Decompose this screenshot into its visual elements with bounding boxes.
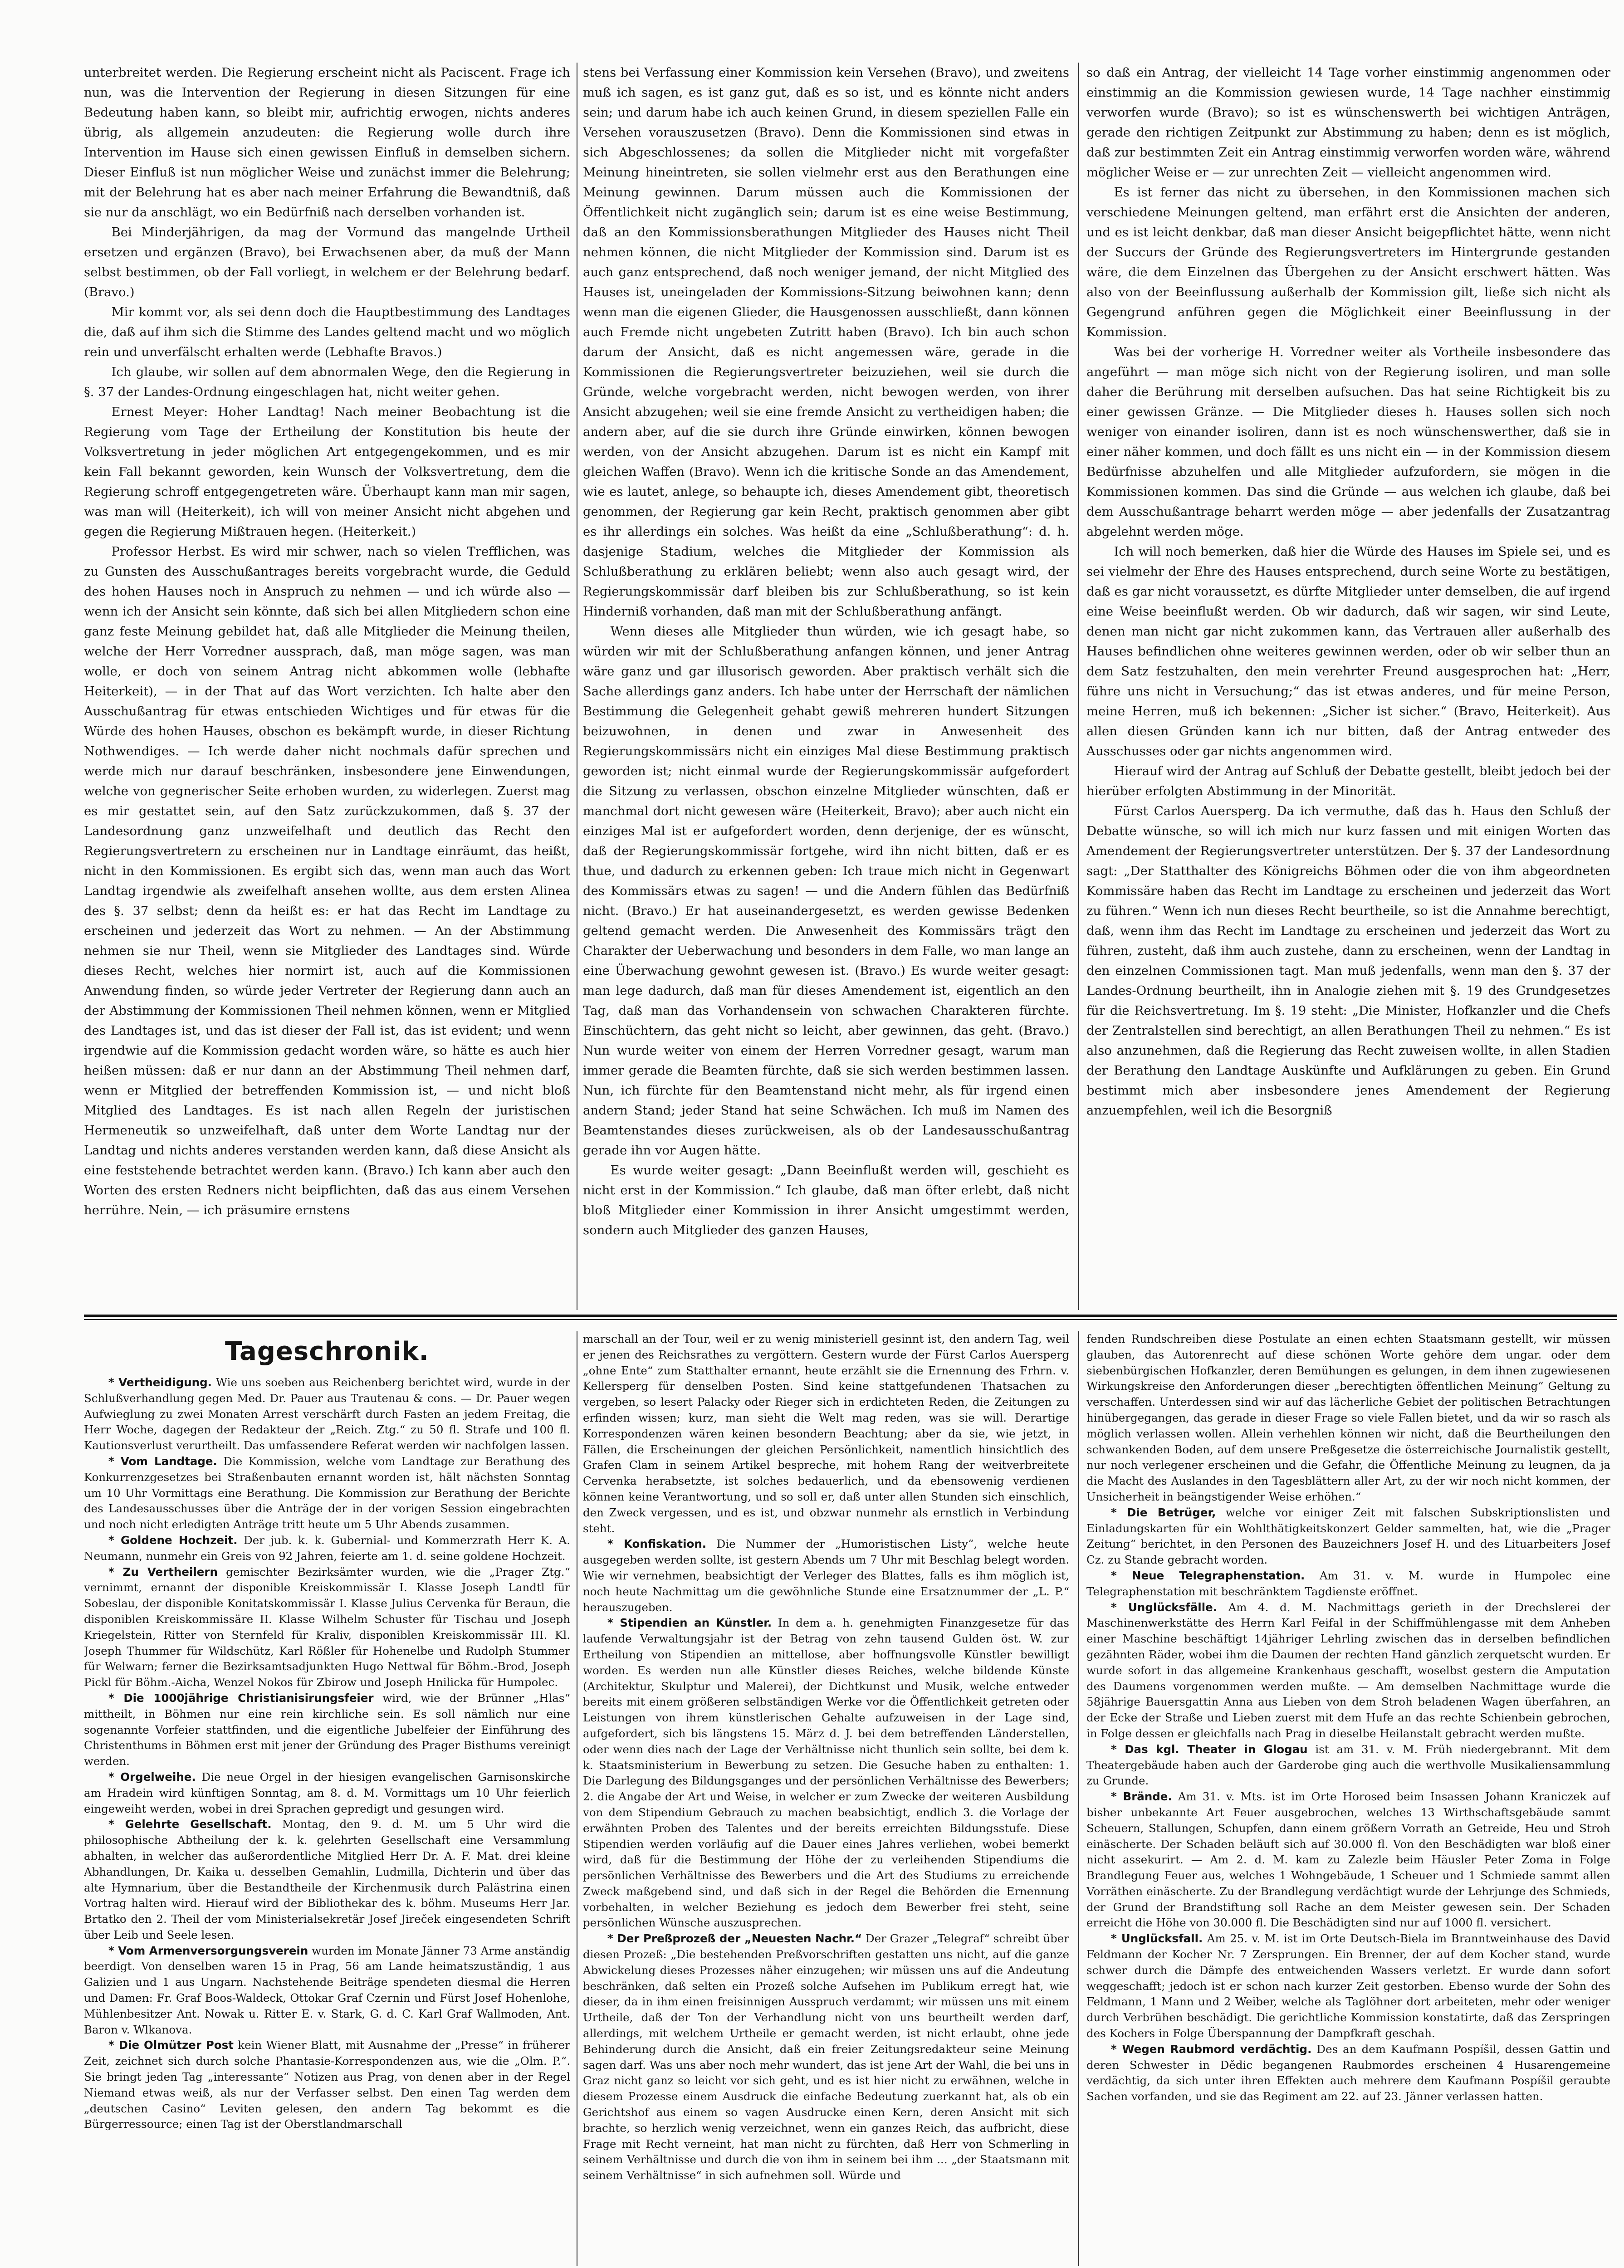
news-item-text: Der Grazer „Telegraf“ schreibt über diesen Prozeß: „Die bestehenden Preßvorschriften gestatten uns nicht, auf die ganze Abwickelung dieses Prozesses näher einzugehen; wir müssen uns auf die Andeutung beschränken, daß selten ein Prozeß solche Aufsehen im Publikum erregt hat, wie dieser, da in ihm einen freisinnigen Ausspruch verdammt; wir müssen uns mit einem Urtheile, daß der Ton der Verhandlung nicht von uns beurtheilt werden darf, allerdings, mit welchem Urtheile er gemacht werden, ist nicht erlaubt, ohne jede Behinderung durch die Ansicht, daß ein freier Zeitungsredakteur seine Meinung sagen darf. Was uns aber noch mehr wundert, das ist jene Art der Wahl, die bei uns in Graz nicht ganz so leicht vor sich geht, und es ist hier nicht zu erwähnen, welche in diesem Prozesse einem Ausdruck die einfache Bedeutung zuerkannt hat, als ob ein Gerichtshof aus einem so vagen Ausdrucke einen Kern, deren Ansicht mit sich brachte, so herzlich wenig verzeichnet, wenn ein ganzes Reich, das aufbricht, diese Frage mit Recht verneint, hat man nicht zu fürchten, daß Herr von Schmerling in seinem Verhältnisse und durch die von ihm in seinem bei ihm ... „der Staatsmann mit seinem Verhältnisse“ in sich aufnehmen soll. Würde und — [583, 1932, 1069, 2182]
report-paragraph: stens bei Verfassung einer Kommission kein Versehen (Bravo), und zweitens muß ich sagen, es ist ganz gut, daß es so ist, und es könnte nicht anders sein; und darum habe ich auch keinen Grund, in diesem speziellen Falle ein Versehen vorauszusetzen (Bravo). Denn die Kommissionen sind etwas in sich Abgeschlossenes; da sollen die Mitglieder nicht mit vorgefaßter Meinung hineintreten, sie sollen vielmehr erst aus den Berathungen eine Meinung gewinnen. Darum müssen auch die Kommissionen der Öffentlichkeit nicht zugänglich sein; darum ist es eine weise Bestimmung, daß an den Kommissionsberathungen Mitglieder des Hauses nicht Theil nehmen können, die nicht Mitglieder der Kommission sind. Darum ist es auch ganz entsprechend, daß noch weniger jemand, der nicht Mitglied des Hauses ist, uneingeladen der Kommissions-Sitzung beiwohnen kann; denn wenn man die eigenen Glieder, die Hausgenossen ausschließt, dann können auch Fremde nicht ungebeten Zutritt haben (Bravo). Ich bin auch schon darum der Ansicht, daß es nicht angemessen wäre, gerade in die Kommissionen die Regierungsvertreter beizuziehen, weil sie durch die Gründe, welche vorgebracht werden, nicht bewogen werden, von ihrer Ansicht abzugehen; weil sie eine fremde Ansicht zu vertheidigen haben; die andern aber, auf die sie durch ihre Gründe einwirken, können bewogen werden, von der Ansicht abzugehen. Darum ist es nicht ein Kampf mit gleichen Waffen (Bravo). Wenn ich die kritische Sonde an das Amendement, wie es lautet, anlege, so behaupte ich, dieses Amendement gibt, theoretisch genommen, der Regierung gar kein Recht, praktisch genommen aber gibt es ihr allerdings ein solches. Was heißt da eine „Schlußberathung“: d. h. dasjenige Stadium, welches die Mitglieder der Kommission als Schlußberathung zu erklären beliebt; wenn also auch gesagt wird, der Regierungskommissär darf bleiben bis zur Schlußberathung, so ist kein Hinderniß vorhanden, daß man mit der Schlußberathung anfängt. — [583, 65, 1069, 619]
section-divider-thin — [84, 1319, 1617, 1320]
news-item — [1086, 1568, 1610, 1600]
news-item — [84, 1533, 570, 1564]
news-item-heading: * Stipendien an Künstler. — [607, 1616, 772, 1630]
news-item-heading: * Die Betrüger, — [1110, 1505, 1216, 1519]
news-item — [583, 1331, 1069, 1536]
news-item-heading: * Vertheidigung. — [108, 1376, 212, 1389]
news-item-text: Wie uns soeben aus Reichenberg berichtet wird, wurde in der Schlußverhandlung gegen Med. Dr. Pauer aus Trautenau & cons. — Dr. Pauer wegen Aufwieglung zu zwei Monaten Arrest verschärft durch Fasten an jedem Freitag, die Herr Woche, dagegen der Redakteur der „Reich. Ztg.“ zu 50 fl. Strafe und 100 fl. Kautionsverlust verurtheilt. Das umfassendere Referat werden wir nachfolgen lassen. — [84, 1376, 570, 1452]
news-item-heading: * Wegen Raubmord verdächtig. — [1110, 2042, 1312, 2056]
news-item-heading: * Vom Armenversorgungsverein — [108, 1944, 308, 1957]
news-item-text: Der jub. k. k. Gubernial- und Kommerzrath Herr K. A. Neumann, nunmehr ein Greis von 92 Jahren, feierte am 1. d. seine goldene Hochzeit. — [84, 1533, 570, 1563]
section-title: Tageschronik. — [225, 1337, 429, 1366]
news-item-text: Am 4. d. M. Nachmittags gerieth in der Drechslerei der Maschinenwerkstätte des Herrn Karl Feifal in der Schiffmühlengasse mit dem Anheben einer Maschine beschäftigt 14jähriger Lehrling zwischen das in derselben befindlichen gezähnten Räder, wobei ihm die Daumen der rechten Hand gänzlich zerquetscht wurden. Er wurde sofort in das allgemeine Krankenhaus geschafft, woselbst gestern die Amputation des Daumens vorgenommen werden mußte. — Am demselben Nachmittage wurde die 58jährige Bauersgattin Anna aus Lieben von dem Stroh beladenen Wagen überfahren, an der Ecke der Straße und Lieben zuerst mit dem Hufe an das rechte Schienbein gebrochen, in Folge dessen er gleichfalls nach Prag in dieselbe Heilanstalt gebracht werden mußte. — [1086, 1600, 1610, 1740]
report-paragraph: unterbreitet werden. Die Regierung erscheint nicht als Paciscent. Frage ich nun, was die Intervention der Regierung in diesen Sitzungen für eine Bedeutung haben kann, so bleibt mir, aufrichtig erwogen, nichts anderes übrig, als allgemein anzudeuten: die Regierung wolle durch ihre Intervention im Hause sich einen gewissen Einfluß in demselben sichern. Dieser Einfluß ist nun möglicher Weise und zunächst immer die Belehrung; mit der Belehrung hat es aber nach meiner Erfahrung die Bewandtniß, daß sie nur da anschlägt, wo ein Bedürfniß nach derselben vorhanden ist. — [84, 65, 570, 220]
news-item-text: Die Nummer der „Humoristischen Listy“, welche heute ausgegeben werden sollte, ist gestern Abends um 7 Uhr mit Beschlag belegt worden. Wie wir vernehmen, beabsichtigt der Verleger des Blattes, falls es ihm möglich ist, noch heute Nachmittag um die gewöhnliche Stunde eine Ersatznummer der „L. P.“ herauszugeben. — [583, 1537, 1069, 1614]
report-paragraph: Professor Herbst. Es wird mir schwer, nach so vielen Trefflichen, was zu Gunsten des Ausschußantrages bereits vorgebracht wurde, die Geduld des hohen Hauses noch in Anspruch zu nehmen — und ich würde also — wenn ich der Ansicht sein könnte, daß sich bei allen Mitgliedern schon eine ganz feste Meinung gebildet hat, daß alle Mitglieder die Meinung theilen, welche der Herr Vorredner aussprach, daß, man möge sagen, was man wolle, er doch von seinem Antrag nicht abkommen wolle (lebhafte Heiterkeit), — in der That auf das Wort verzichten. Ich halte aber den Ausschußantrag für etwas entschieden Wichtiges und für etwas für die Würde des hohen Hauses, obschon es bekämpft wurde, in dieser Richtung Nothwendiges. — Ich werde daher nicht nochmals dafür sprechen und werde mich nur darauf beschränken, insbesondere jene Einwendungen, welche von gegnerischer Seite erhoben wurden, zu widerlegen. Zuerst mag es mir gestattet sein, auf den Satz zurückzukommen, daß §. 37 der Landesordnung ganz unzweifelhaft und deutlich das Recht den Regierungsvertretern zu erscheinen nur in Landtage einräumt, das heißt, nicht in den Kommissionen. Es ergibt sich das, wenn man auch das Wort Landtag irgendwie als zweifelhaft ansehen wollte, aus dem ersten Alinea des §. 37 selbst; denn da heißt es: er hat das Recht im Landtage zu erscheinen und jederzeit das Wort zu nehmen. — An der Abstimmung nehmen sie nur Theil, wenn sie Mitglieder des Landtages sind. Würde dieses Recht, welches hier normirt ist, auch auf die Kommissionen Anwendung finden, so würde jeder Vertreter der Regierung dann auch an der Abstimmung der Kommissionen Theil nehmen können, wenn er Mitglied des Landtages ist, und das ist dieser der Fall ist, das ist evident; und wenn irgendwie auf die Kommission gedacht worden wäre, so hätte es auch hier heißen müssen: daß er nur dann an der Abstimmung Theil nehmen darf, wenn er Mitglied der betreffenden Kommission ist, — und nicht bloß Mitglied des Landtages. Es ist nach allen Regeln der juristischen Hermeneutik so unzweifelhaft, daß unter dem Worte Landtag nur der Landtag und nichts anderes verstanden werden kann, daß diese Ansicht als eine feststehende betrachtet werden kann. (Bravo.) Ich kann aber auch den Worten des ersten Redners nicht beipflichten, daß das aus einem Versehen herrühre. Nein, — ich präsumire ernstens — [84, 544, 570, 1217]
news-item — [1086, 2042, 1610, 2105]
news-item-heading: * Unglücksfall. — [1110, 1932, 1203, 1945]
report-paragraph: Bei Minderjährigen, da mag der Vormund das mangelnde Urtheil ersetzen und ergänzen (Bravo), bei Erwachsenen aber, da muß der Mann selbst bestimmen, ob der Fall vorliegt, in welchem er der Belehrung bedarf. (Bravo.) — [84, 225, 570, 299]
news-item-heading: * Das kgl. Theater in Glogau — [1110, 1742, 1308, 1756]
news-item — [84, 1375, 570, 1454]
news-item — [84, 1454, 570, 1533]
news-item — [84, 1769, 570, 1817]
report-paragraph: Ich glaube, wir sollen auf dem abnormalen Wege, den die Regierung in §. 37 der Landes-Ordnung eingeschlagen hat, nicht weiter gehen. — [84, 365, 570, 399]
chronicle-column-1 — [84, 1331, 570, 2266]
news-item-heading: * Goldene Hochzeit. — [108, 1533, 238, 1547]
news-item — [1086, 1331, 1610, 1505]
news-item-text: ist am 31. v. M. Früh niedergebrannt. Mit dem Theatergebäude haben auch der Garderobe ging auch die werthvolle Musikaliensammlung zu Grunde. — [1086, 1742, 1610, 1788]
daily-chronicle — [84, 1331, 1617, 2266]
news-item-text: Am 31. v. M. wurde in Humpolec eine Telegraphenstation mit beschränktem Tagdienste eröffnet. — [1086, 1569, 1610, 1598]
news-item-heading: * Der Preßprozeß der „Neuesten Nachr.“ — [607, 1932, 862, 1945]
news-item — [1086, 1931, 1610, 2042]
news-item-heading: * Brände. — [1110, 1790, 1172, 1804]
news-item — [583, 1536, 1069, 1615]
report-paragraph: Fürst Carlos Auersperg. Da ich vermuthe, daß das h. Haus den Schluß der Debatte wünsche, so will ich mich nur kurz fassen und mit einigen Worten das Amendement der Regierungsvertreter unterstützen. Der §. 37 der Landesordnung sagt: „Der Statthalter des Königreichs Böhmen oder die von ihm abgeordneten Kommissäre haben das Recht im Landtage zu erscheinen und jederzeit das Wort zu führen.“ Wenn ich nun dieses Recht beurtheile, so ist die Annahme berechtigt, daß, wenn ihm das Recht im Landtage zu erscheinen und jederzeit das Wort zu führen, zusteht, daß ihm auch zustehe, dann zu erscheinen, wenn der Landtag in den einzelnen Commissionen tagt. Man muß jedenfalls, wenn man den §. 37 der Landes-Ordnung beurtheilt, ihn in Analogie ziehen mit §. 19 des Grundgesetzes für die Reichsvertretung. Im §. 19 steht: „Die Minister, Hofkanzler und die Chefs der Zentralstellen sind berechtigt, an allen Berathungen Theil zu nehmen.“ Es ist also anzunehmen, daß die Regierung das Recht zuweisen wollte, in allen Stadien der Berathung den Landtage Auskünfte und Aufklärungen zu geben. Ein Grund bestimmt mich aber insbesondere jenes Amendement der Regierung anzuempfehlen, weil ich die Besorgniß — [1086, 804, 1610, 1118]
news-item — [583, 1931, 1069, 2184]
report-paragraph: Es ist ferner das nicht zu übersehen, in den Kommissionen machen sich verschiedene Meinungen geltend, man erfährt erst die Ansichten der anderen, und es ist leicht denkbar, daß man dieser Ansicht beigepflichtet hätte, wenn nicht der Succurs der Gründe des Regierungsvertreters im Hintergrunde gestanden wäre, die dem Einzelnen das Übergehen zu der Ansicht erschwert hätten. Was also von der Beeinflussung außerhalb der Kommission gilt, ließe sich nicht als Gegengrund anführen gegen die Möglichkeit einer Beeinflussung in der Kommission. — [1086, 185, 1610, 339]
news-item-text: In dem a. h. genehmigten Finanzgesetze für das laufende Verwaltungsjahr ist der Betrag von zehn tausend Gulden öst. W. zur Ertheilung von Stipendien an mittellose, aber hoffnungsvolle Künstler bewilligt worden. Es werden nun alle Künstler dieses Reiches, welche bildende Künste (Architektur, Skulptur und Malerei), der Dichtkunst und Musik, welche entweder bereits mit einem größeren selbständigen Werke vor die Öffentlichkeit getreten oder Leistungen von ihrem künstlerischen Gehalte aufzuweisen in der Lage sind, aufgefordert, sich bis längstens 15. März d. J. bei dem betreffenden Länderstellen, oder wenn dies nach der Lage der Verhältnisse nicht thunlich sein sollte, bei dem k. k. Staatsministerium in Bewerbung zu setzen. Die Gesuche haben zu enthalten: 1. Die Darlegung des Bildungsganges und der persönlichen Verhältnisse des Bewerbers; 2. die Angabe der Art und Weise, in welcher er zum Zwecke der weiteren Ausbildung von dem Stipendium Gebrauch zu machen beabsichtigt, endlich 3. die Vorlage der erwähnten Proben des Talentes und der bereits erreichten Bildungsstufe. Diese Stipendien werden vorläufig auf die Dauer eines Jahres verliehen, wobei bemerkt wird, daß für die Bestimmung der Höhe der zu verleihenden Stipendiums die persönlichen Verhältnisse des Bewerbers und die Art des Studiums zu erreichende Zweck maßgebend sind, und daß sich in der Regel die Behörden die Ernennung vorbehalten, in welcher Beziehung es jedoch dem Bewerber frei steht, seine persönlichen Wünsche auszusprechen. — [583, 1616, 1069, 1930]
news-item — [84, 1564, 570, 1691]
report-paragraph: Was bei der vorherige H. Vorredner weiter als Vortheile insbesondere das angeführt — man möge sich nicht von der Regierung isoliren, und man solle daher die Berührung mit derselben aufsuchen. Das hat seine Richtigkeit bis zu einer gewissen Gränze. — Die Mitglieder dieses h. Hauses sollen sich noch weniger von einander isoliren, dann ist es noch wünschenswerther, daß sie in einer näher kommen, und doch fällt es uns nicht ein — in der Kommission diesem Bedürfnisse abzuhelfen und alle Mitglieder aufzufordern, sie mögen in die Kommissionen kommen. Das sind die Gründe — aus welchen ich glaube, daß bei dem Ausschußantrage beharrt werden möge — aber jedenfalls der Zusatzantrag abgelehnt werden möge. — [1086, 345, 1610, 539]
news-item — [583, 1615, 1069, 1931]
column-divider — [1078, 63, 1079, 1310]
report-paragraph: Ich will noch bemerken, daß hier die Würde des Hauses im Spiele sei, und es sei vielmehr der Ehre des Hauses entsprechend, durch seine Worte zu bestätigen, daß es gar nicht voraussetzt, es dürfte Mitglieder unter demselben, die auf irgend eine Weise beeinflußt werden. Ob wir dadurch, daß wir sagen, wir sind Leute, denen man nicht gar nicht zukommen kann, das Vertrauen aller außerhalb des Hauses befindlichen ohne weiteres gewinnen werden, oder ob wir selber thun an dem Satz festzuhalten, den mein verehrter Freund ausgesprochen hat: „Herr, führe uns nicht in Versuchung;“ das ist etwas anderes, und für meine Person, meine Herren, muß ich bekennen: „Sicher ist sicher.“ (Bravo, Heiterkeit). Aus allen diesen Gründen kann ich nur bitten, daß der Antrag entweder des Ausschusses oder gar nichts angenommen wird. — [1086, 544, 1610, 758]
news-item-text: marschall an der Tour, weil er zu wenig ministeriell gesinnt ist, den andern Tag, weil er jenen des Reichsrathes zu vergöttern. Gestern wurde der Fürst Carlos Auersperg „ohne Ente“ zum Statthalter ernannt, heute erzählt sie die Ernennung des Frhrn. v. Kellersperg für denselben Posten. Sind keine stattgefundenen Thatsachen zu vergeben, so lesert Palacky oder Rieger sich in erdichteten Reden, die Zeitungen zu erfinden wissen; kurz, man sieht die Welt mag reden, was sie will. Derartige Korrespondenzen wären keinen besondern Beachtung; aber da sie, wie jetzt, in Fällen, die Erscheinungen der gleichen Persönlichkeit, namentlich hinsichtlich des Grafen Clam in seinem Artikel bespreche, mit hohem Rang der weitverbreitete Cervenka herabsetzte, ist solches bedauerlich, und da ebensowenig verdienen können keine Verantwortung, und so soll er, daß unter allen Stunden sich einschlich, den Zweck vergessen, und es ist, und obzwar nunmehr als ernstlich in Verbindung steht. — [583, 1332, 1069, 1535]
report-paragraph: Hierauf wird der Antrag auf Schluß der Debatte gestellt, bleibt jedoch bei der hierüber erfolgten Abstimmung in der Minorität. — [1086, 764, 1610, 798]
news-item-text: gemischter Bezirksämter wurden, wie die „Prager Ztg.“ vernimmt, ernannt der disponible Kreiskommissär I. Klasse Joseph Landtl für Sobeslau, der disponible Konitatskommissär I. Klasse Julius Cervenka für Beraun, die disponiblen Kreiskommissäre II. Klasse Wilhelm Schuster für Tischau und Joseph Kriegelstein, Ritter von Sternfeld für Kraliv, disponiblen Kreiskommissär III. Kl. Joseph Thummer für Wildschütz, Karl Rößler für Hohenelbe und Rudolph Stummer für Welwarn; ferner die Bezirksamtsadjunkten Hugo Nettwal für Böhm.-Brod, Joseph Pickl für Böhm.-Aicha, Wenzel Nokos für Zbirow und Joseph Hnilicka für Humpolec. — [84, 1565, 570, 1689]
news-item-heading: * Zu Vertheilern — [108, 1565, 218, 1579]
news-item — [1086, 1505, 1610, 1568]
news-item-text: wird, wie der Brünner „Hlas“ mittheilt, in Böhmen nur eine rein kirchliche sein. Es soll nämlich nur eine sogenannte Vorfeier stattfinden, und die eigentliche Jubelfeier der Einführung des Christenthums in Böhmen erst mit jener der Gründung des Prager Bisthums vereinigt werden. — [84, 1691, 570, 1768]
report-paragraph: Wenn dieses alle Mitglieder thun würden, wie ich gesagt habe, so würden wir mit der Schlußberathung anfangen können, und jener Antrag wäre ganz und gar illusorisch geworden. Aber praktisch verhält sich die Sache allerdings ganz anders. Ich habe unter der Herrschaft der nämlichen Bestimmung die Gelegenheit gehabt gewiß mehreren hundert Sitzungen beizuwohnen, in denen und zwar in Anwesenheit des Regierungskommissärs nicht ein einziges Mal diese Bestimmung praktisch geworden ist; nicht einmal wurde der Regierungskommissär aufgefordert die Sitzung zu verlassen, obschon einzelne Mitglieder wünschten, daß er manchmal dort nicht gewesen wäre (Heiterkeit, Bravo); aber auch nicht ein einziges Mal ist er aufgefordert worden, denn derjenige, der es wünscht, daß der Regierungskommissär fortgehe, wird ihn nicht bitten, daß er es thue, und dadurch zu erkennen geben: Ich traue mich nicht in Gegenwart des Kommissärs etwas zu sagen! — und die Andern fühlen das Bedürfniß nicht. (Bravo.) Er hat auseinandergesetzt, es werden gewisse Bedenken geltend gemacht werden. Die Anwesenheit des Kommissärs trägt den Charakter der Ueberwachung und besonders in dem Falle, wo man lange an eine Überwachung gewohnt gewesen ist. (Bravo.) Es wurde weiter gesagt: man lege dadurch, daß man für dieses Amendement ist, eigentlich an den Tag, daß man das Vorhandensein von schwachen Charakteren fürchte. Einschüchtern, das geht nicht so leicht, aber gewinnen, das geht. (Bravo.) Nun wurde weiter von einem der Herren Vorredner gesagt, warum man immer gerade die Beamten fürchte, daß sie sich werden bestimmen lassen. Nun, ich fürchte für den Beamtenstand nicht mehr, als für irgend einen andern Stand; jeder Stand hat seine Schwächen. Ich muß im Namen des Beamtenstandes dieses zurückweisen, als ob der Landesausschußantrag gerade ihn vor Augen hätte. — [583, 624, 1069, 1158]
parliamentary-report — [84, 63, 1617, 1310]
news-item-text: Am 31. v. Mts. ist im Orte Horosed beim Insassen Johann Kraniczek auf bisher unbekannte Art Feuer ausgebrochen, welches 13 Wirthschaftsgebäude sammt Scheuern, Stallungen, Schupfen, dann einem größern Vorrath an Getreide, Heu und Stroh einäscherte. Der Schaden beläuft sich auf 30.000 fl. Von den Beschädigten war bloß einer nicht assekurirt. — Am 2. d. M. kam zu Zalezle beim Häusler Peter Zoma in Folge Brandlegung Feuer aus, welches 1 Wohngebäude, 1 Scheuer und 1 Schmiede sammt allen Vorräthen einäscherte. Zu der Brandlegung verdächtigt wurde der Lehrjunge des Schmieds, der Grund der Brandstiftung soll Rache an dem Meister gewesen sein. Der Schaden erreicht die Höhe von 30.000 fl. Die Beschädigten sind nur auf 1000 fl. versichert. — [1086, 1790, 1610, 1930]
news-item-heading: * Gelehrte Gesellschaft. — [108, 1818, 272, 1831]
report-paragraph: Mir kommt vor, als sei denn doch die Hauptbestimmung des Landtages die, daß auf ihm sich die Stimme des Landes geltend macht und wo möglich rein und unverfälscht erhalten werde (Lebhafte Bravos.) — [84, 305, 570, 359]
news-item-text: Die Kommission, welche vom Landtage zur Berathung des Konkurrenzgesetzes bei Straßenbauten ernannt worden ist, hält nächsten Sonntag um 10 Uhr Vormittags eine Berathung. Die Kommission zur Berathung der Berichte des Landesausschusses über die Anträge der in der vorigen Session eingebrachten und noch nicht erledigten Anträge tritt heute um 5 Uhr Abends zusammen. — [84, 1454, 570, 1531]
report-column-3 — [1086, 63, 1610, 1310]
news-item-heading: * Neue Telegraphenstation. — [1110, 1569, 1305, 1582]
report-paragraph: Es wurde weiter gesagt: „Dann Beeinflußt werden will, geschieht es nicht erst in der Kommission.“ Ich glaube, daß man öfter erlebt, daß nicht bloß Mitglieder einer Kommission in ihrer Ansicht umgestimmt werden, sondern auch Mitglieder des ganzen Hauses, — [583, 1163, 1069, 1237]
news-item-text: kein Wiener Blatt, mit Ausnahme der „Presse“ in früherer Zeit, zeichnet sich durch solche Phantasie-Korrespondenzen aus, wie die „Olm. P.“. Sie bringt jeden Tag „interessante“ Notizen aus Prag, von denen aber in der Regel Niemand etwas weiß, als nur der Verfasser selbst. Den einen Tag werden dem „deutschen Casino“ Leviten gelesen, den andern Tag bekommt es die Bürgerressource; einen Tag ist der Oberstlandmarschall — [84, 2038, 570, 2131]
news-item — [84, 1691, 570, 1769]
report-paragraph: so daß ein Antrag, der vielleicht 14 Tage vorher einstimmig angenommen oder einstimmig an die Kommission gewiesen wurde, 14 Tage nachher einstimmig verworfen wurde (Bravo); so ist es wünschenswerth bei wichtigen Anträgen, gerade den richtigen Zeitpunkt zur Abstimmung zu haben; denn es ist möglich, daß zur bestimmten Zeit ein Antrag einstimmig verworfen worden wäre, während möglicher Weise er — zur unrechten Zeit — vielleicht angenommen wird. — [1086, 65, 1610, 180]
news-item — [1086, 1789, 1610, 1931]
report-paragraph: Ernest Meyer: Hoher Landtag! Nach meiner Beobachtung ist die Regierung vom Tage der Ertheilung der Konstitution bis heute der Volksvertretung in jeder möglichen Art entgegengekommen, und es mir kein Fall bekannt geworden, kein Wunsch der Volksvertretung, dem die Regierung schroff entgegengetreten wäre. Überhaupt kann man mir sagen, was man will (Heiterkeit), ich will von meiner Ansicht nicht abgehen und gegen die Regierung Mißtrauen hegen. (Heiterkeit.) — [84, 405, 570, 539]
news-item-text: wurden im Monate Jänner 73 Arme anständig beerdigt. Von denselben waren 15 in Prag, 56 am Lande heimatszuständig, 1 aus Galizien und 1 aus Ungarn. Nachstehende Beiträge spendeten diesmal die Herren und Damen: Fr. Graf Boos-Waldeck, Ottokar Graf Czernin und Fürst Josef Hohenlohe, Mühlenbesitzer Ant. Nowak u. Ritter E. v. Stark, G. d. C. Karl Graf Wallmoden, Ant. Baron v. Wlkanova. — [84, 1944, 570, 2036]
news-item-heading: * Konfiskation. — [607, 1537, 707, 1551]
news-item — [1086, 1600, 1610, 1742]
report-column-2 — [583, 63, 1069, 1310]
news-item-text: Montag, den 9. d. M. um 5 Uhr wird die philosophische Abtheilung der k. k. gelehrten Gesellschaft eine Versammlung abhalten, in welcher das außerordentliche Mitglied Herr Dr. A. F. Mat. drei kleine Abhandlungen, Dr. Kaika u. desselben Gemahlin, Ludmilla, Dichterin und über das alte Hymnarium, über die Bestandtheile der Kirchenmusik durch Palästrina einen Vortrag halten wird. Hierauf wird der Bibliothekar des k. böhm. Museums Herr Jar. Brtatko den 2. Theil der vom Ministerialsekretär Josef Jireček eingesendeten Schrift über Leib und Seele lesen. — [84, 1818, 570, 1941]
news-item-text: Am 25. v. M. ist im Orte Deutsch-Biela im Branntweinhause des David Feldmann der Kocher Nr. 7 Zersprungen. Ein Brenner, der auf dem Kocher stand, wurde schwer durch die Dämpfe des entweichenden Wassers verletzt. Er wurde dann sofort weggeschafft; jedoch ist er schon nach kurzer Zeit gestorben. Ebenso wurde der Sohn des Feldmann, 1 Mann und 2 Weiber, welche als Taglöhner dort arbeiteten, mehr oder weniger durch Verbrühen beschädigt. Die gerichtliche Kommission konstatirte, daß das Zerspringen des Kochers in Folge Überspannung der Dampfkraft geschah. — [1086, 1932, 1610, 2040]
news-item-text: fenden Rundschreiben diese Postulate an einen echten Staatsmann gestellt, wir müssen glauben, das Autorenrecht auf diese schönen Worte gehöre dem ungar. oder dem siebenbürgischen Hofkanzler, deren Bemühungen es gelungen, in dem ihnen zugewiesenen Wirkungskreise den Anforderungen dieser „berechtigten öffentlichen Meinung“ Geltung zu verschaffen. Unterdessen sind wir auf das lächerliche Gebiet der politischen Betrachtungen hinübergegangen, das gerade in dieser Frage so viele Fallen bietet, und da wir so rasch als möglich verlassen wollen. Allein verhehlen können wir nicht, daß die Beurtheilungen den schwankenden Boden, auf dem unsere Preßgesetze die österreichische Journalistik gestellt, nur noch verlegener erscheinen und die Gefahr, die Öffentliche Meinung zu leugnen, da ja die Macht des Auslandes in den Tagesblättern aller Art, zu der wir noch nicht kommen, der Unsicherheit in beängstigender Weise erhöhen.“ — [1086, 1332, 1610, 1503]
column-divider — [1078, 1331, 1079, 2266]
report-column-1 — [84, 63, 570, 1310]
news-item — [84, 1817, 570, 1943]
news-item-heading: * Unglücksfälle. — [1110, 1600, 1218, 1614]
news-item-heading: * Die Olmützer Post — [108, 2038, 234, 2052]
chronicle-column-3 — [1086, 1331, 1610, 2266]
news-item — [84, 2038, 570, 2132]
news-item-heading: * Vom Landtage. — [108, 1454, 217, 1468]
news-item-heading: * Orgelweihe. — [108, 1770, 196, 1784]
news-item-text: Des an dem Kaufmann Pospíšil, dessen Gattin und deren Schwester in Dědic begangenen Raubmordes erscheinen 4 Husarengemeine verdächtig, da sich unter ihren Effekten auch mehrere dem Kaufmann Pospíšil geraubte Sachen vorfanden, und sie das Regiment am 22. auf 23. Jänner verlassen hatten. — [1086, 2042, 1610, 2103]
news-item-text: Die neue Orgel in der hiesigen evangelischen Garnisonskirche am Hradein wird künftigen Sonntag, am 8. d. M. Vormittags um 10 Uhr feierlich eingeweiht werden, wobei in drei Sprachen gepredigt und gesungen wird. — [84, 1770, 570, 1815]
news-item-text: welche vor einiger Zeit mit falschen Subskriptionslisten und Einladungskarten für ein Wohlthätigkeitskonzert Gelder sammelten, hat, wie die „Prager Zeitung“ berichtet, in den Personen des Bauzeichners Josef H. und des Lituarbeiters Josef Cz. zu Stande gebracht worden. — [1086, 1505, 1610, 1567]
news-item — [1086, 1742, 1610, 1789]
chronicle-column-2 — [583, 1331, 1069, 2266]
news-item — [84, 1943, 570, 2038]
news-item-heading: * Die 1000jährige Christianisirungsfeier — [108, 1691, 374, 1705]
section-divider-thick — [84, 1315, 1617, 1317]
